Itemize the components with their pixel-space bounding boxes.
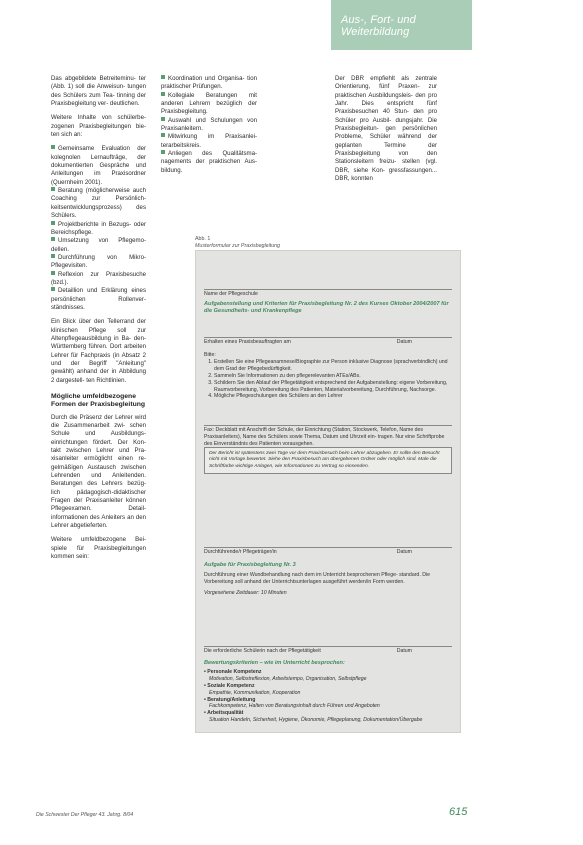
bullet-square-icon <box>161 150 165 154</box>
bullet-item <box>51 254 146 271</box>
paragraph: Der DBR empfiehlt als zentrale Orientierung, fünf Praxen- zur praktischen Ausbildungsleis- den pro Jahr. Dies entspricht fünf Praxisbesuchen 40 Stun- den pro Schüler pro Ausbil- dungsjahr. Die Praxisbegleitun- gen persönlichen Probleme, Schüler während der geplanten Termine der Praxisbegleitung von den Stationsleitern freizu- stellen (vgl. DBR, siehe Kon- gressfassungen... DBR, konnten <box>335 75 437 183</box>
bullet-text: Kollegiale Beratungen mit anderen Lehrern bezüglich der Praxisbegleitung. <box>161 91 257 116</box>
task-title-text: Aufgabenstellung und Kriterien für Praxisbegleitung Nr. 2 des Kurses Oktober 2004/2007 für die Gesundheits- und Krankenpflege <box>204 301 449 314</box>
text-column-left <box>51 75 146 567</box>
date-label: Datum <box>396 549 412 555</box>
bullet-square-icon <box>161 92 165 96</box>
paragraph: Weitere umfeldbezogene Bei- spiele für Praxisbegleitungen kommen sein: <box>51 536 146 561</box>
bullet-item <box>51 187 146 220</box>
deadline-note <box>204 423 452 448</box>
criterion-detail: Empathie, Kommunikation, Kooperation <box>209 689 301 696</box>
bullet-item <box>51 145 146 187</box>
date-label: Datum <box>396 648 412 654</box>
criterion-detail: Situation Handeln, Sicherheit, Hygiene, Ökonomie, Pflegeplanung, Dokumentation/Übergabe <box>209 717 423 724</box>
deadline-note-text: Fax: Deckblatt mit Anschrift der Schule, der Einrichtung (Station, Stockwerk, Telefon, Name des Praxisanleiters), Name des Schülers sowie Thema, Datum und Uhrzeit ein- tragen. Nur eine Schriftprobe des Einverständnis des Patienten vorausgehen. <box>204 425 452 448</box>
paragraph: Weitere Inhalte von schülerbe- zogenen Praxisbegleitungen bie- ten sich an: <box>51 114 146 139</box>
date-label: Datum <box>396 339 412 345</box>
bullet-square-icon <box>51 237 55 241</box>
conducting-label: Durchführende/r Pflegeträger/in <box>204 549 277 555</box>
paragraph: Das abgebildete Betreiteminu- ter (Abb. 1) soll die Anweisun- tungen des Schülers zum Tea- tinning der Praxisbegleitung ver- deutlichen. <box>51 75 146 108</box>
page-number: 615 <box>449 806 468 818</box>
bullet-text: Projektberichte in Bezugs- oder Bereichspflege. <box>51 220 146 236</box>
step-item: 1. Erstellen Sie eine Pflegeanamnese/Biographie zur Person inklusive Diagnose (sprachverbindlich) und dem Grad der Pflegebedürftigkeit. <box>214 359 452 373</box>
bullet-item <box>51 271 146 288</box>
paragraph: Ein Blick über den Tellerrand der klinischen Pflege soll zur Altenpflegeausbildung in Ba- den-Württemberg führen. Dort arbeiten Lehrer für Fachpraxis (in Absatz 2 und der Begriff "Anleitung" gewählt) anhand der in Abbildung 2 dargestell- ten Richtlinien. <box>51 318 146 384</box>
signature-label: Die erforderliche Schülerin nach der Pflegetätigkeit <box>204 648 321 654</box>
duration-text: Vorgesehene Zeitdauer: 10 Minuten <box>204 589 287 596</box>
figure-label: Abb. 1 <box>195 236 211 242</box>
criteria-title: Bewertungskriterien – wie im Unterricht besprochen: <box>204 660 345 666</box>
bullet-text: Mitwirkung im Praxisanlei- terarbeitskreis. <box>161 133 257 149</box>
section-header-line2: Weiterbildung <box>341 26 410 38</box>
task3-text: Durchführung einer Wundbehandlung nach dem im Unterricht besprochenen Pflege- standard. Die Vorbereitung soll anhand der Unterrichtsunterlagen ausgeführt werden/in Form werden. <box>204 571 430 585</box>
criterion-detail: Motivation, Selbstreflexion, Arbeitstempo, Organisation, Selbstpflege <box>209 675 367 682</box>
text-column-right <box>335 75 437 189</box>
text-column-middle <box>161 75 257 175</box>
bullet-text: Beratung (möglicherweise auch Coaching zur Persönlich- keitsentwicklungsprozess) des Schülers. <box>51 187 146 220</box>
steps-intro: Bitte: <box>204 352 216 358</box>
bullet-text: Anliegen des Qualitätsma- nagements der praktischen Aus- bildung. <box>161 150 257 174</box>
bullet-text: Durchführung von Mikro- Pflegevisiten. <box>51 253 146 270</box>
bullet-text: Auswahl und Schulungen von Praxisanleitern. <box>161 116 257 133</box>
footer-source: Die Schwester Der Pfleger 43. Jahrg. 8/04 <box>36 812 134 818</box>
task3-block <box>204 562 452 597</box>
bullet-square-icon <box>161 133 165 137</box>
bullet-item <box>161 92 257 117</box>
figure-caption <box>195 236 280 250</box>
bullet-item <box>161 133 257 150</box>
bullet-square-icon <box>51 221 55 225</box>
bullet-square-icon <box>51 287 55 291</box>
bullet-square-icon <box>161 117 165 121</box>
criterion-name: • Arbeitsqualität <box>204 710 244 717</box>
bullet-item <box>161 75 257 92</box>
steps-list <box>214 359 452 400</box>
inner-note-text: Der Bericht ist spätestens zwei Tage vor dem Praxisbesuch beim Lehrer abzugeben. Er sollte den Besucht nicht mit Vorlage bewertet. Siehe den Praxisbesuch am übergebenen Ordner oder möglich sind. Male die Schriftfarbe wichtige Anlagen, wie Informationen zu Vertrag so einsenden. <box>209 451 440 469</box>
bullet-text: Umsetzung von Pflegemo- dellen. <box>51 237 146 253</box>
bullet-square-icon <box>51 271 55 275</box>
criterion-name: • Personale Kompetenz <box>204 668 262 675</box>
task3-title: Aufgabe für Praxisbegleitung Nr. 3 <box>204 562 296 568</box>
bullet-item <box>51 287 146 312</box>
paragraph: Durch die Präsenz der Lehrer wird die Zusammenarbeit zwi- schen Schule und Ausbildungs- einrichtungen fördert. Der Kon- takt zwischen Lehrer und Pra- xisanleiter ermöglicht einen re- gelmäßigen Austausch zwischen Lehrenden und Anleitenden. Beratungen des Lehrers bezüg- lich pädagogisch-didaktischer Fragen der Praxisanleiter können Pflegeexamen. Detail- informationen des Anleiters an den Lehrer abgetieferten. <box>51 413 146 530</box>
section-header <box>331 0 472 50</box>
bullet-text: Detaillion und Erklärung eines persönlichen Rollenver- ständnisses. <box>51 287 146 311</box>
bullet-text: Koordination und Organisa- tion praktischer Prüfungen. <box>161 75 257 91</box>
figure-caption-text: Musterformular zur Praxisbegleitung <box>195 243 281 249</box>
step-item: 4. Mögliche Pflegeschulungen des Schülers an den Lehrer <box>214 393 452 400</box>
bullet-square-icon <box>51 187 55 191</box>
steps-block <box>204 352 452 400</box>
conducting-row <box>204 547 452 556</box>
criterion-detail: Fachkompetenz, Halten von Beratungsinhalt durch Führen und Angeboten <box>209 703 380 710</box>
signature-row <box>204 646 452 655</box>
received-label: Erhalten eines Praxisbeauftragten am <box>204 339 291 345</box>
section-heading: Mögliche umfeldbezogene Formen der Praxisbegleitung <box>51 393 146 409</box>
criterion-name: • Beratung/Anleitung <box>204 696 256 703</box>
bullet-item <box>161 150 257 175</box>
bullet-item <box>51 221 146 238</box>
bullet-item <box>51 237 146 254</box>
school-name-label: Name der Pflegeschule <box>204 289 452 298</box>
step-item: 3. Schildern Sie den Ablauf der Pflegetätigkeit entsprechend der Aufgabenstellung: eigene Vorbereitung, Raumvorbereitung, Vorbereitung des Patienten, Materialvorbereitung, Durchführung, Nachsorge. <box>214 380 452 394</box>
bullet-text: Reflexion zur Praxisbesuche (bzd.). <box>51 270 146 286</box>
task-title <box>204 301 452 315</box>
bullet-square-icon <box>161 75 165 79</box>
received-row <box>204 337 452 346</box>
criteria-list <box>204 669 452 724</box>
school-name-row <box>204 287 452 298</box>
section-header-line1: Aus-, Fort- und <box>341 14 416 26</box>
inner-note-box <box>204 447 452 474</box>
bullet-item <box>161 117 257 134</box>
bullet-text: Gemeinsame Evaluation der kolegnolen Lernaufträge, der dokumentierten Gespräche und Anleitungen im Praxisordner (Quernheim 2001). <box>51 145 146 186</box>
step-item: 2. Sammeln Sie Informationen zu den pflegerelevanten ATEs/ABs. <box>214 373 452 380</box>
bullet-square-icon <box>51 145 55 149</box>
practice-form <box>195 250 461 733</box>
bullet-square-icon <box>51 254 55 258</box>
criterion-name: • Soziale Kompetenz <box>204 682 255 689</box>
criteria-block <box>204 660 452 724</box>
